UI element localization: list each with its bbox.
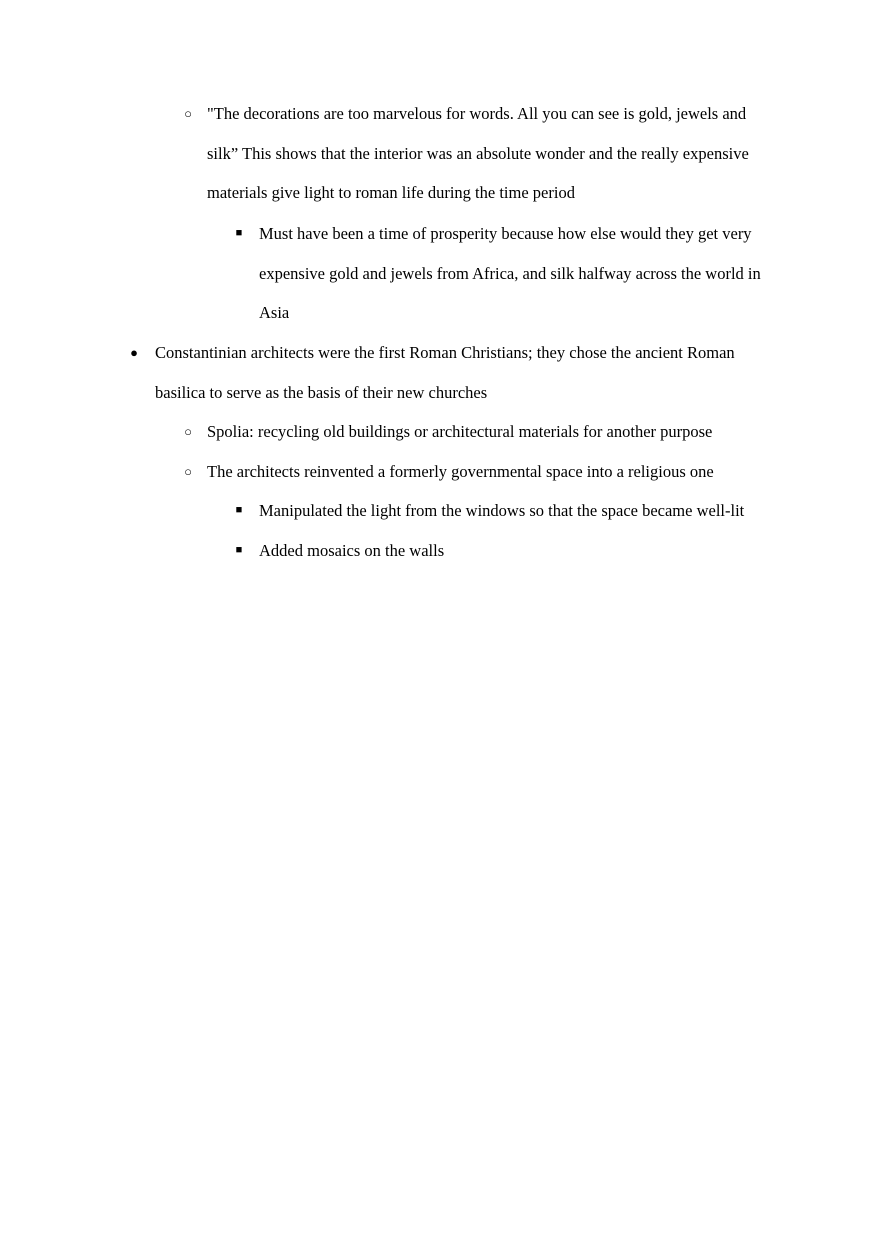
list-item-reinvented <box>184 452 807 492</box>
list-item-text: Must have been a time of prosperity because how else would they get very expensive gold and jewels from Africa, and silk halfway across the world in Asia <box>259 224 761 323</box>
filled-circle-bullet-icon: ● <box>130 345 138 360</box>
list-item-text: "The decorations are too marvelous for words. All you can see is gold, jewels and silk” This shows that the interior was an absolute wonder and the really expensive materials give light to roman life during the time period <box>207 104 749 203</box>
list-item-text: Constantinian architects were the first Roman Christians; they chose the ancient Roman basilica to serve as the basis of their new churches <box>155 343 735 402</box>
hollow-circle-bullet-icon: ○ <box>184 464 192 479</box>
list-item-prosperity <box>235 214 779 333</box>
list-item-text: Spolia: recycling old buildings or architectural materials for another purpose <box>207 422 713 441</box>
square-bullet-icon: ■ <box>235 544 243 556</box>
list-item-light <box>235 491 819 531</box>
list-item-text: Added mosaics on the walls <box>259 541 445 560</box>
list-item-constantinian <box>130 333 770 412</box>
square-bullet-icon: ■ <box>235 227 243 239</box>
list-item-mosaics <box>235 531 779 571</box>
list-item-text: The architects reinvented a formerly governmental space into a religious one <box>207 462 714 481</box>
list-item-spolia <box>184 412 807 452</box>
square-bullet-icon: ■ <box>235 504 243 516</box>
hollow-circle-bullet-icon: ○ <box>184 106 192 121</box>
hollow-circle-bullet-icon: ○ <box>184 424 192 439</box>
list-item-text: Manipulated the light from the windows so that the space became well-lit <box>259 501 745 520</box>
list-item-quote <box>184 94 779 213</box>
